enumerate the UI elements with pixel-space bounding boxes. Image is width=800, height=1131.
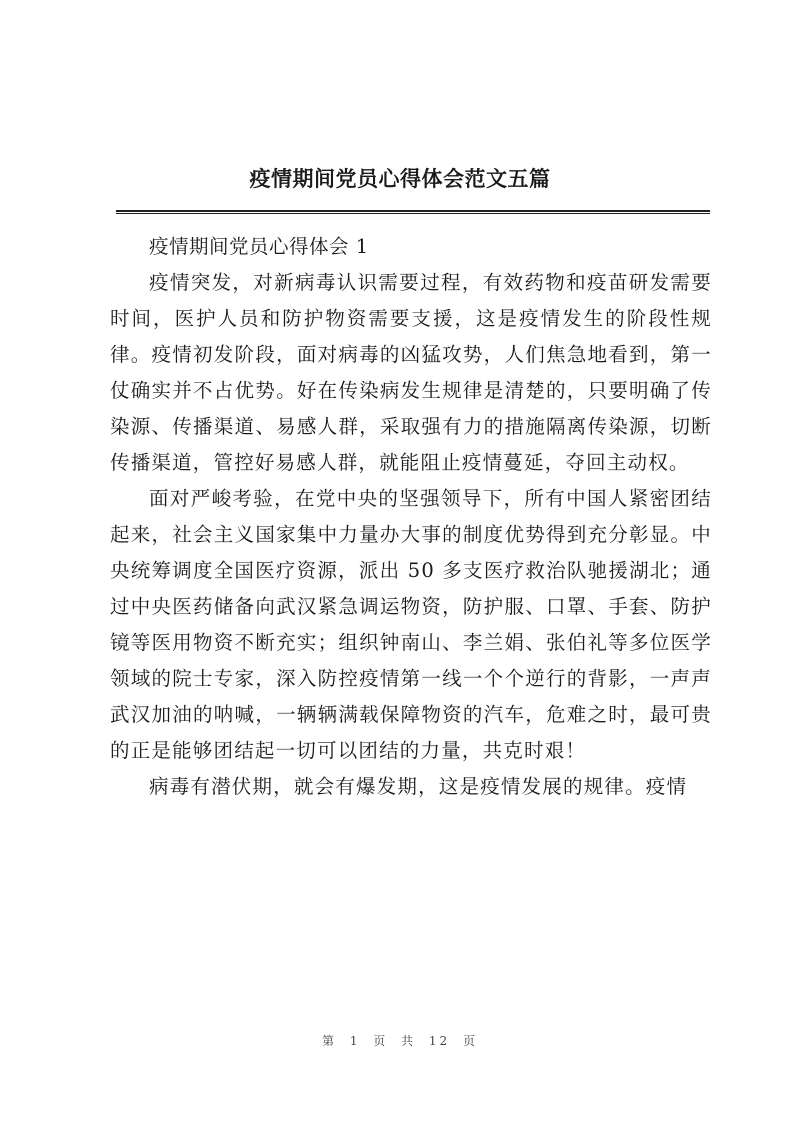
section-heading: 疫情期间党员心得体会 1	[149, 235, 369, 258]
page-number-footer: 第 1 页 共 12 页	[322, 1034, 478, 1048]
document-body	[110, 229, 712, 805]
title-divider	[116, 210, 710, 214]
document-title: 疫情期间党员心得体会范文五篇	[249, 167, 551, 191]
body-paragraph: 疫情突发，对新病毒认识需要过程，有效药物和疫苗研发需要时间，医护人员和防护物资需要支援，这是疫情发生的阶段性规律。疫情初发阶段，面对病毒的凶猛攻势，人们焦急地看到，第一仗确实并不占优势。好在传染病发生规律是清楚的，只要明确了传染源、传播渠道、易感人群，采取强有力的措施隔离传染源，切断传播渠道，管控好易感人群，就能阻止疫情蔓延，夺回主动权。	[110, 271, 712, 474]
body-paragraph: 面对严峻考验，在党中央的坚强领导下，所有中国人紧密团结起来，社会主义国家集中力量办大事的制度优势得到充分彰显。中央统筹调度全国医疗资源，派出 50 多支医疗救治队驰援湖北；通过中央医药储备向武汉紧急调运物资，防护服、口罩、手套、防护镜等医用物资不断充实；组织钟南山、李兰娟、张伯礼等多位医学领域的院士专家，深入防控疫情第一线一个个逆行的背影，一声声武汉加油的呐喊，一辆辆满载保障物资的汽车，危难之时，最可贵的正是能够团结起一切可以团结的力量，共克时艰！	[110, 487, 712, 762]
body-paragraph: 病毒有潜伏期，就会有爆发期，这是疫情发展的规律。疫情	[149, 775, 688, 798]
